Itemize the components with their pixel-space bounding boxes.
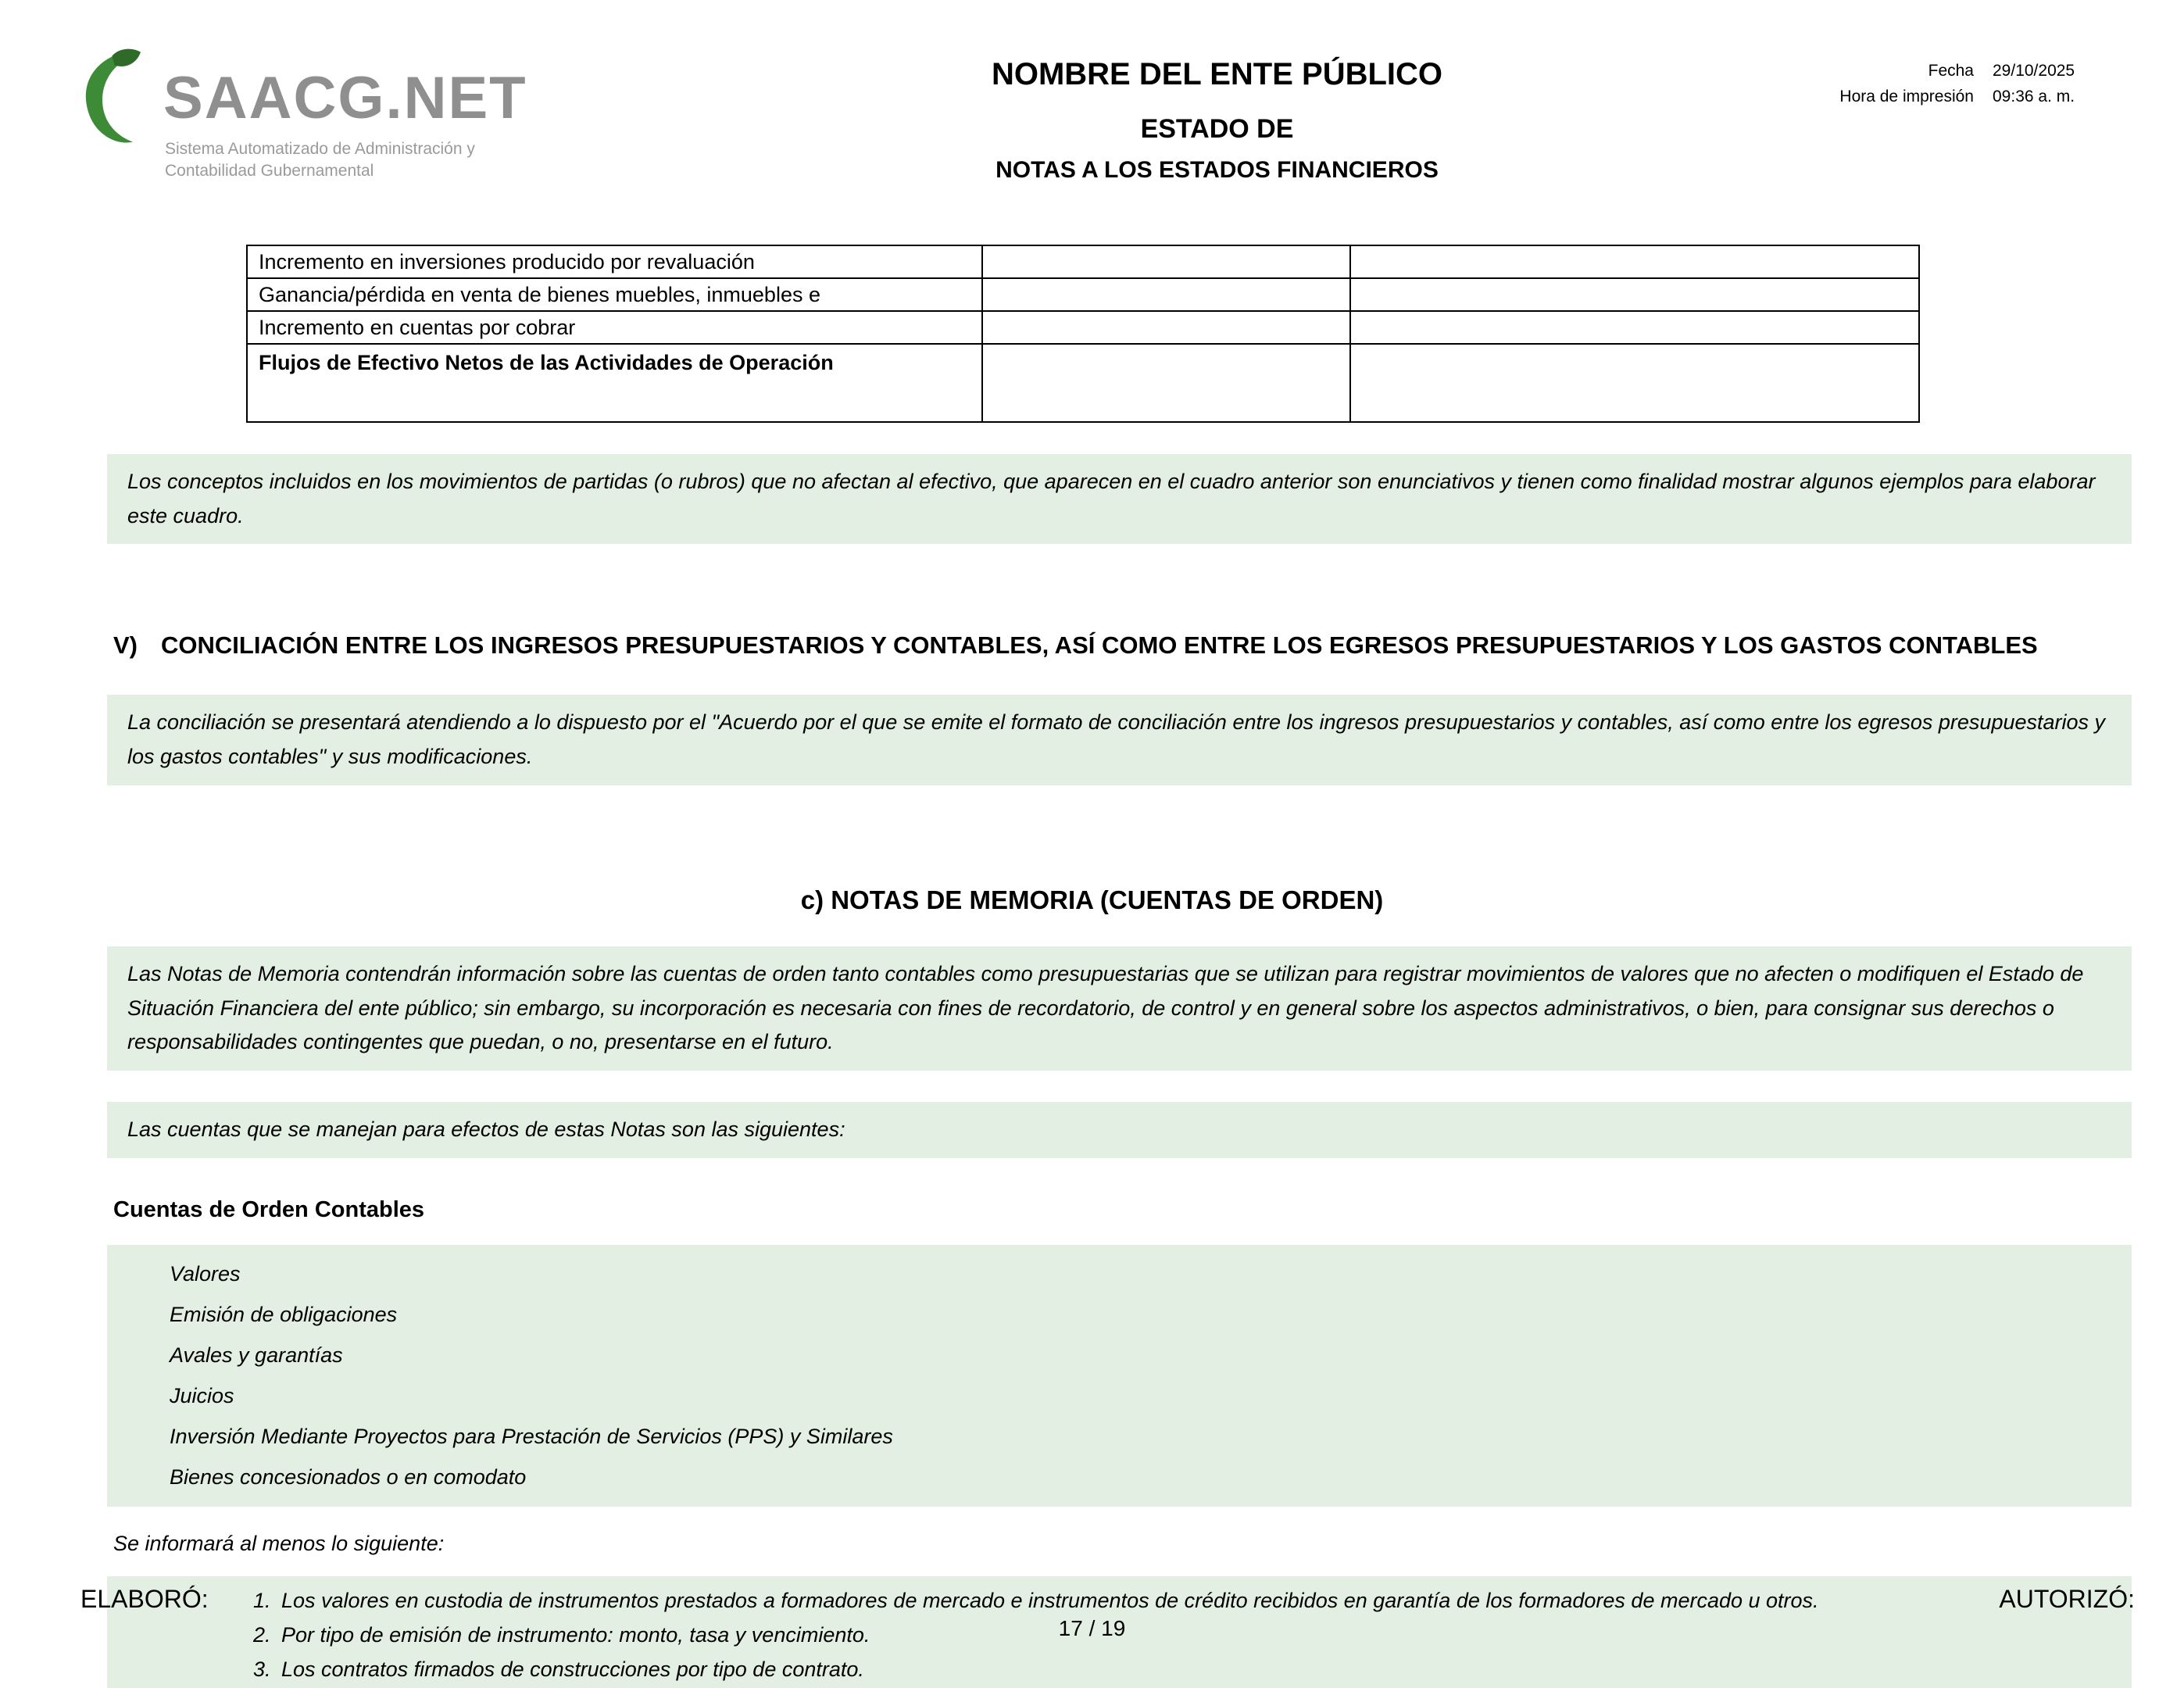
saacg-tagline-line1: Sistema Automatizado de Administración y — [165, 140, 475, 158]
list-item: Bienes concesionados o en comodato — [170, 1464, 527, 1489]
report-subtitle: NOTAS A LOS ESTADOS FINANCIEROS — [995, 157, 1439, 183]
print-time-row — [1782, 88, 2110, 106]
report-title: ESTADO DE — [1140, 114, 1294, 144]
saacg-logo — [74, 43, 652, 183]
table-row — [247, 278, 1919, 311]
print-date-label: Fecha — [1928, 62, 1974, 80]
row-label-cell: Incremento en cuentas por cobrar — [247, 311, 982, 344]
row-value-cell-1 — [982, 278, 1350, 311]
note-conciliacion: La conciliación se presentará atendiendo a lo dispuesto por el "Acuerdo por el que se emite el formato de conciliación entre los ingresos presupuestarios y contables, así como entre los egresos presupuestarios y los gastos contables" y sus modificaciones. — [107, 695, 2132, 785]
print-time-value: 09:36 a. m. — [1993, 88, 2075, 106]
saacg-logo-tagline — [165, 138, 652, 183]
row-value-cell-1 — [982, 311, 1350, 344]
contables-heading: Cuentas de Orden Contables — [113, 1196, 425, 1222]
row-label-cell: Incremento en inversiones producido por revaluación — [247, 245, 982, 278]
list-item: Juicios — [170, 1383, 234, 1407]
se-informara-line: Se informará al menos lo siguiente: — [113, 1531, 445, 1555]
row-label-cell: Ganancia/pérdida en venta de bienes muebles, inmuebles e — [247, 278, 982, 311]
saacg-tagline-line2: Contabilidad Gubernamental — [165, 162, 374, 181]
section-v-title: CONCILIACIÓN ENTRE LOS INGRESOS PRESUPUESTARIOS Y CONTABLES, ASÍ COMO ENTRE LOS EGRESOS PRESUPUESTARIOS Y LOS GASTOS CONTABLES — [161, 631, 2038, 660]
note-memoria: Las Notas de Memoria contendrán información sobre las cuentas de orden tanto contables como presupuestarias que se utilizan para registrar movimientos de valores que no afecten o modifiquen el Estado de Situación Financiera del ente público; sin embargo, su incorporación es necesaria con fines de recordatorio, de control y en general sobre los aspectos administrativos, o bien, para consignar sus derechos o responsabilidades contingentes que puedan, o no, presentarse en el futuro. — [107, 946, 2132, 1071]
autorizo-label: AUTORIZÓ: — [1999, 1585, 2135, 1613]
row-value-cell-2 — [1350, 278, 1919, 311]
print-date-value: 29/10/2025 — [1993, 62, 2075, 80]
list-item: Avales y garantías — [170, 1343, 343, 1367]
saacg-leaf-icon — [74, 43, 152, 152]
row-value-cell-2 — [1350, 311, 1919, 344]
section-v-label: V) — [113, 631, 138, 660]
print-time-label: Hora de impresión — [1839, 88, 1974, 106]
print-info — [1782, 43, 2110, 113]
elaboro-label: ELABORÓ: — [80, 1585, 209, 1613]
note-concepts: Los conceptos incluidos en los movimientos de partidas (o rubros) que no afectan al efectivo, que aparecen en el cuadro anterior son enunciativos y tienen como finalidad mostrar algunos ejemplos para elaborar este cuadro. — [107, 454, 2132, 544]
saacg-logo-top — [74, 43, 652, 152]
table-row-total — [247, 344, 1919, 422]
section-c-heading: c) NOTAS DE MEMORIA (CUENTAS DE ORDEN) — [800, 885, 1384, 914]
section-v-heading — [113, 628, 2090, 663]
note-cuentas-intro: Las cuentas que se manejan para efectos de estas Notas son las siguientes: — [107, 1102, 2132, 1158]
page-header — [0, 0, 2184, 184]
report-titles — [652, 43, 1782, 184]
row-value-cell-2 — [1350, 344, 1919, 422]
print-date-row — [1782, 62, 2110, 80]
row-label-cell: Flujos de Efectivo Netos de las Actividades de Operación — [247, 344, 982, 422]
entity-title: NOMBRE DEL ENTE PÚBLICO — [991, 57, 1443, 91]
table-row — [247, 245, 1919, 278]
table-row — [247, 311, 1919, 344]
cash-flow-table — [246, 245, 1920, 423]
list-item: Emisión de obligaciones — [170, 1302, 398, 1326]
list-item: Valores — [170, 1261, 241, 1286]
saacg-logo-text: SAACG.NET — [163, 64, 527, 131]
row-value-cell-1 — [982, 344, 1350, 422]
list-item: Inversión Mediante Proyectos para Prestación de Servicios (PPS) y Similares — [170, 1424, 893, 1448]
list-item: 2. Por tipo de emisión de instrumento: monto, tasa y vencimiento. — [277, 1623, 2111, 1647]
row-value-cell-2 — [1350, 245, 1919, 278]
list-item: 3. Los contratos firmados de construcciones por tipo de contrato. — [277, 1658, 2111, 1682]
list-item: 1. Los valores en custodia de instrumentos prestados a formadores de mercado e instrumentos de crédito recibidos en garantía de los formadores de mercado u otros. — [277, 1589, 2111, 1613]
row-value-cell-1 — [982, 245, 1350, 278]
page-number: 17 / 19 — [1058, 1616, 1126, 1640]
order-accounts-list — [107, 1245, 2132, 1507]
